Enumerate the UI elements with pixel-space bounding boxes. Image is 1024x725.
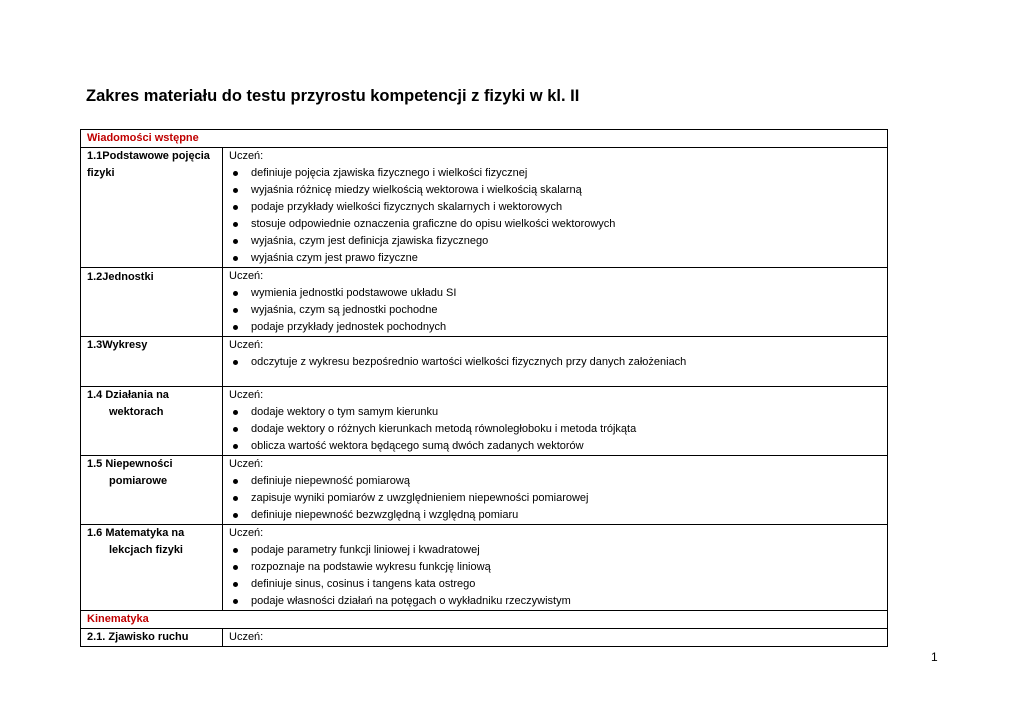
topic-label-cont: fizyki [87,167,115,179]
curriculum-table [80,129,888,647]
topic-label-cont: lekcjach fizyki [109,544,183,556]
list-item: definiuje pojęcia zjawiska fizycznego i wielkości fizycznej [229,165,887,182]
document-title: Zakres materiału do testu przyrostu kompetencji z fizyki w kl. II [86,87,580,105]
topic-label: 1.1Podstawowe pojęcia [87,150,210,162]
topic-cell [81,337,223,387]
list-item: podaje parametry funkcji liniowej i kwadratowej [229,542,887,559]
table-row [81,268,888,337]
topic-label: 1.4 Działania na [87,389,169,401]
list-item: dodaje wektory o tym samym kierunku [229,404,887,421]
list-item: podaje przykłady wielkości fizycznych skalarnych i wektorowych [229,199,887,216]
list-item: wyjaśnia czym jest prawo fizyczne [229,250,887,267]
list-item: stosuje odpowiednie oznaczenia graficzne do opisu wielkości wektorowych [229,216,887,233]
table-row [81,148,888,268]
topic-cell [81,268,223,337]
student-label: Uczeń: [229,150,264,162]
list-item: wyjaśnia, czym są jednostki pochodne [229,302,887,319]
list-item: podaje własności działań na potęgach o wykładniku rzeczywistym [229,593,887,610]
section-header-row [81,611,888,629]
topic-cell [81,456,223,525]
topic-label: 1.5 Niepewności [87,458,173,470]
list-item: definiuje niepewność bezwzględną i względną pomiaru [229,507,887,524]
topic-cell [81,148,223,268]
topic-label: 1.3Wykresy [87,339,148,351]
table-row [81,525,888,611]
student-label: Uczeń: [229,527,264,539]
table-row [81,337,888,387]
student-label: Uczeń: [229,339,264,351]
content-cell [223,387,888,456]
list-item: oblicza wartość wektora będącego sumą dwóch zadanych wektorów [229,438,887,455]
table-row [81,387,888,456]
content-cell [223,456,888,525]
list-item: definiuje niepewność pomiarową [229,473,887,490]
topic-cell [81,525,223,611]
list-item: dodaje wektory o różnych kierunkach metodą równoległoboku i metoda trójkąta [229,421,887,438]
objective-list [229,285,887,336]
list-item: definiuje sinus, cosinus i tangens kata ostrego [229,576,887,593]
student-label: Uczeń: [229,631,264,643]
list-item: odczytuje z wykresu bezpośrednio wartości wielkości fizycznych przy danych założeniach [229,354,887,371]
topic-label: 2.1. Zjawisko ruchu [87,631,189,643]
content-cell [223,268,888,337]
content-cell [223,148,888,268]
section-title: Wiadomości wstępne [81,130,888,148]
list-item: wyjaśnia różnicę miedzy wielkością wektorowa i wielkością skalarną [229,182,887,199]
section-header-row [81,130,888,148]
content-cell [223,629,888,647]
list-item: zapisuje wyniki pomiarów z uwzględnieniem niepewności pomiarowej [229,490,887,507]
objective-list [229,473,887,524]
section-title: Kinematyka [81,611,888,629]
content-cell [223,525,888,611]
objective-list [229,354,887,371]
table-row [81,456,888,525]
student-label: Uczeń: [229,389,264,401]
topic-cell [81,629,223,647]
topic-label-cont: wektorach [109,406,164,418]
topic-cell [81,387,223,456]
objective-list [229,542,887,610]
objective-list [229,404,887,455]
topic-label-cont: pomiarowe [109,475,168,487]
list-item: podaje przykłady jednostek pochodnych [229,319,887,336]
student-label: Uczeń: [229,458,264,470]
list-item: wymienia jednostki podstawowe układu SI [229,285,887,302]
topic-label: 1.2Jednostki [87,271,154,283]
content-cell [223,337,888,387]
list-item: wyjaśnia, czym jest definicja zjawiska fizycznego [229,233,887,250]
table-row [81,629,888,647]
student-label: Uczeń: [229,270,264,282]
objective-list [229,165,887,267]
topic-label: 1.6 Matematyka na [87,527,185,539]
list-item: rozpoznaje na podstawie wykresu funkcję liniową [229,559,887,576]
page-number: 1 [931,650,938,664]
